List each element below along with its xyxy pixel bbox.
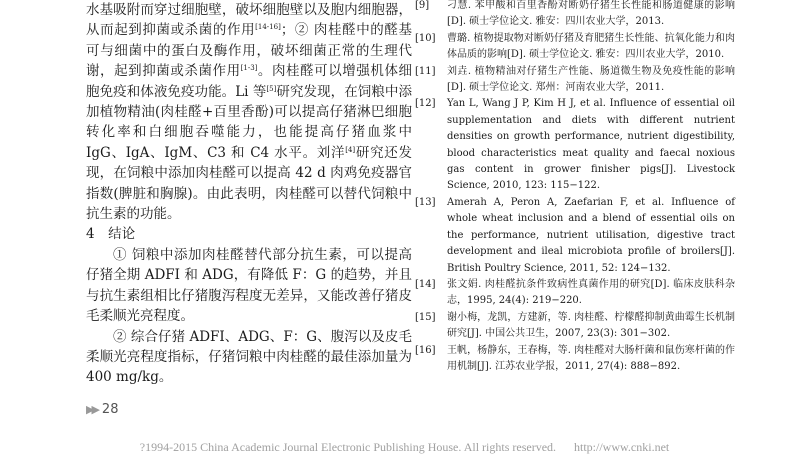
reference-item: [14] 张文娟. 肉桂醛抗条件致病性真菌作用的研究[D]. 临床皮肤科杂志，1995, 24(4): 219−220. <box>415 278 735 307</box>
body-text-column <box>86 0 412 388</box>
reference-item: [12] Yan L, Wang J P, Kim H J, et al. Influence of essential oil supplementation and diets with different nutrient densities on growth performance, nutrient digestibility, blood characteristics meat quality and faecal noxious gas content in grower finisher pigs[J]. Livestock Science, 2010, 123: 115−122. <box>415 98 735 192</box>
reference-item: [16] 王帆，杨静东，王春梅，等. 肉桂醛对大肠杆菌和鼠伤寒杆菌的作用机制[J]. 江苏农业学报，2011, 27(4): 888−892. <box>415 344 735 372</box>
copyright-text: ?1994-2015 China Academic Journal Electronic Publishing House. All rights reserved. <box>139 440 557 454</box>
citation[interactable]: [5] <box>266 84 277 93</box>
reference-item: [9] 刁慧. 苯甲酸和百里香酚对断奶仔猪生长性能和肠道健康的影响[D]. 硕士学位论文. 雅安：四川农业大学，2013. <box>415 0 735 28</box>
conclusion-item-2: ② 综合仔猪 ADFI、ADG、F：G、腹泻以及皮毛柔顺光亮程度指标，仔猪饲粮中肉桂醛的最佳添加量为 400 mg/kg。 <box>86 328 412 386</box>
citation[interactable]: [4] <box>345 145 356 154</box>
discussion-paragraph: 水基吸附而穿过细胞壁，破坏细胞壁以及胞内细胞器，从而起到抑菌或杀菌的作用[14-16]；② 肉桂醛中的醛基可与细菌中的蛋白及酶作用，破坏细菌正常的生理代谢，起到抑菌或杀菌作用[1-3]。肉桂醛可以增强机体细胞免疫和体液免疫功能。Li 等[5]研究发现，在饲粮中添加植物精油(肉桂醛+百里香酚)可以提高仔猪淋巴细胞转化率和白细胞吞噬能力，也能提高仔猪血浆中 IgG、IgA、IgM、C3 和 C4 水平。刘洋[4]研究还发现，在饲粮中添加肉桂醛可以提高 42 d 肉鸡免疫器官指数(脾脏和胸腺)。由此表明，肉桂醛可以替代饲粮中抗生素的功能。 <box>86 2 413 223</box>
references-list <box>415 0 735 375</box>
citation[interactable]: [14-16] <box>255 23 281 32</box>
reference-item: [11] 刘垚. 植物精油对仔猪生产性能、肠道微生物及免疫性能的影响[D]. 硕士学位论文. 郑州：河南农业大学，2011. <box>415 65 735 94</box>
reference-item: [15] 谢小梅，龙凯，方建新，等. 肉桂醛、柠檬醛抑制黄曲霉生长机制研究[J]. 中国公共卫生，2007, 23(3): 301−302. <box>415 311 735 340</box>
footer-url-link[interactable]: http://www.cnki.net <box>574 440 670 454</box>
section-heading-conclusion: 4 结论 <box>86 226 136 243</box>
reference-item: [13] Amerah A, Peron A, Zaefarian F, et al. Influence of whole wheat inclusion and a blend of essential oils on the performance, nutrient utilisation, digestive tract development and ileal microbiota profile of broilers[J]. British Poultry Science, 2011, 52: 124−132. <box>415 196 735 274</box>
page-number: ▶▶ 28 <box>86 402 119 417</box>
copyright-footer <box>0 440 809 455</box>
double-arrow-icon: ▶▶ <box>86 403 97 416</box>
reference-item: [10] 曹璐. 植物提取物对断奶仔猪及育肥猪生长性能、抗氧化能力和肉体品质的影响[D]. 硕士学位论文. 雅安：四川农业大学，2010. <box>415 32 735 61</box>
citation[interactable]: [1-3] <box>240 64 258 73</box>
conclusion-item-1: ① 饲粮中添加肉桂醛替代部分抗生素，可以提高仔猪全期 ADFI 和 ADG，有降低 F：G 的趋势，并且与抗生素组相比仔猪腹泻程度无差异，又能改善仔猪皮毛柔顺光亮程度。 <box>86 246 412 325</box>
